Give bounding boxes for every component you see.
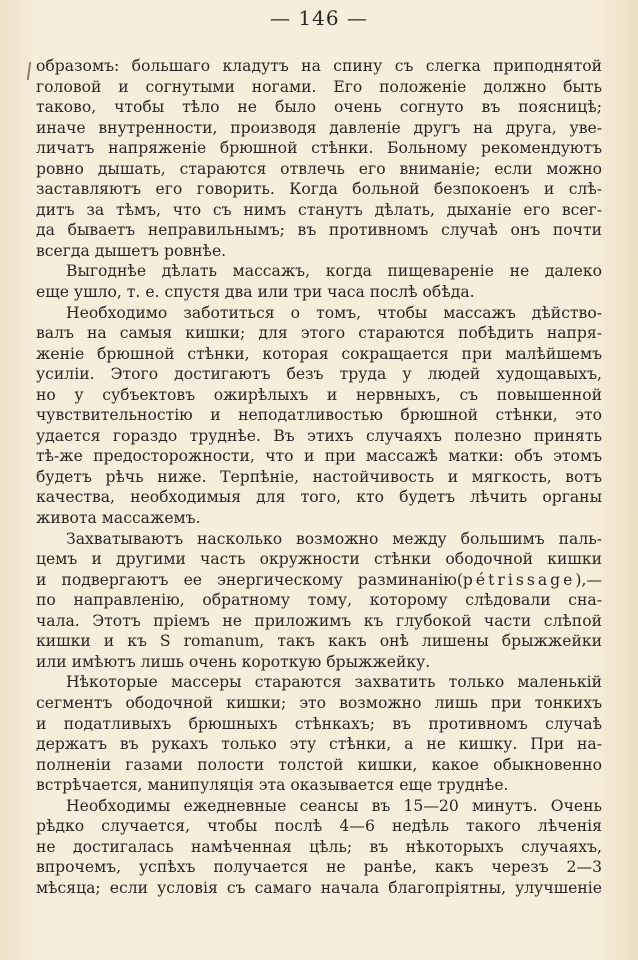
text-line: удается гораздо труднѣе. Въ этихъ случаяхъ полезно принять [36, 426, 602, 445]
text-line: сегментъ ободочной кишки; это возможно лишь при тонкихъ [36, 693, 602, 712]
text-line: встрѣчается, манипуляцiя эта оказывается еще труднѣе. [36, 776, 509, 795]
text-line: усилiи. Этого достигаютъ безъ труда у людей худощавыхъ, [36, 365, 602, 384]
text-line: рѣдко случается, чтобы послѣ 4—6 недѣль такого лѣченiя [36, 817, 602, 836]
text-line: таково, чтобы тѣло не было очень согнуто въ поясницѣ; [36, 98, 602, 117]
text-line: всегда дышетъ ровнѣе. [36, 241, 227, 260]
text-line: впрочемъ, успѣхъ получается не ранѣе, какъ черезъ 2—3 [36, 858, 602, 877]
paragraph [36, 56, 602, 261]
paragraph [36, 261, 602, 302]
text-line: женiе брюшной стѣнки, которая сокращается при малѣйшемъ [36, 344, 602, 363]
text-line: иначе внутренности, производя давленiе другъ на друга, уве- [36, 118, 602, 137]
text-line: будетъ рѣчь ниже. Терпѣнiе, настойчивость и мягкость, вотъ [36, 467, 602, 486]
text-line: головой и согнутыми ногами. Его положенiе должно быть [36, 77, 602, 96]
text-line: чувствительностiю и неподатливостью брюшной стѣнки, это [36, 406, 602, 425]
text-line: тѣ-же предосторожности, что и при массажѣ матки: объ этомъ [36, 447, 602, 466]
paragraph [36, 672, 602, 795]
text-line: личатъ напряженiе брюшной стѣнки. Больному рекомендуютъ [36, 139, 602, 158]
text-line: Нѣкоторые массеры стараются захватить только маленькiй [66, 673, 602, 692]
spaced-term: pétrissage [462, 570, 576, 589]
text-line: но у субъектовъ ожирѣлыхъ и нервныхъ, съ повышенной [36, 385, 602, 404]
text-line: и податливыхъ брюшныхъ стѣнкахъ; въ противномъ случаѣ [36, 714, 602, 733]
text-line: не достигалась намѣченная цѣль; въ нѣкоторыхъ случаяхъ, [36, 837, 602, 856]
text-line: Выгоднѣе дѣлать массажъ, когда пищеваренiе не далеко [66, 262, 602, 281]
page-number: — 146 — [270, 6, 368, 30]
text-line: мѣсяца; если условiя съ самаго начала благопрiятны, улучшенiе [36, 878, 602, 897]
text-line: ровно дышать, стараются отвлечь его вниманiе; если можно [36, 159, 602, 178]
text-line: валъ на самыя кишки; для этого стараются побѣдить напря- [36, 324, 602, 343]
margin-pencil-mark [27, 62, 31, 80]
paragraph [36, 796, 602, 899]
text-line: образомъ: большаго кладутъ на спину съ слегка приподнятой [36, 57, 602, 75]
text-line: качества, необходимыя для того, кто будетъ лѣчить органы [36, 488, 602, 507]
text-line: цемъ и другими часть окружности стѣнки ободочной кишки [36, 550, 602, 569]
text-line: Необходимы ежедневные сеансы въ 15—20 минутъ. Очень [66, 796, 602, 815]
text-line: кишки и къ S romanum, такъ какъ онѣ лишены брыжжейки [36, 632, 602, 651]
text-line: заставляютъ его говорить. Когда больной безпокоенъ и слѣ- [36, 180, 602, 199]
text-line: еще ушло, т. е. спустя два или три часа послѣ обѣда. [36, 283, 475, 302]
text-line: держатъ въ рукахъ только эту стѣнки, а не кишку. При на- [36, 735, 602, 754]
text-line: Необходимо заботиться о томъ, чтобы массажъ дѣйство- [66, 303, 602, 322]
text-line: по направленiю, обратному тому, которому слѣдовали сна- [36, 591, 602, 610]
paragraph [36, 529, 602, 673]
text-line: и подвергаютъ ее энергическому разминанiю(pétrissage),— [36, 570, 602, 589]
text-line: Захватываютъ насколько возможно между большимъ паль- [66, 529, 602, 548]
text-line: полненiи газами полости толстой кишки, какое обыкновенно [36, 755, 602, 774]
text-line: живота массажемъ. [36, 509, 201, 528]
body-text [36, 56, 602, 898]
paragraph [36, 303, 602, 529]
text-line: или имѣютъ лишь очень короткую брыжжейку. [36, 652, 431, 671]
text-line: дитъ за тѣмъ, что съ нимъ станутъ дѣлать, дыханiе его всег- [36, 200, 602, 219]
text-line: да бываетъ неправильнымъ; въ противномъ случаѣ онъ почти [36, 221, 602, 240]
text-line: чала. Этотъ прiемъ не приложимъ къ глубокой части слѣпой [36, 611, 602, 630]
